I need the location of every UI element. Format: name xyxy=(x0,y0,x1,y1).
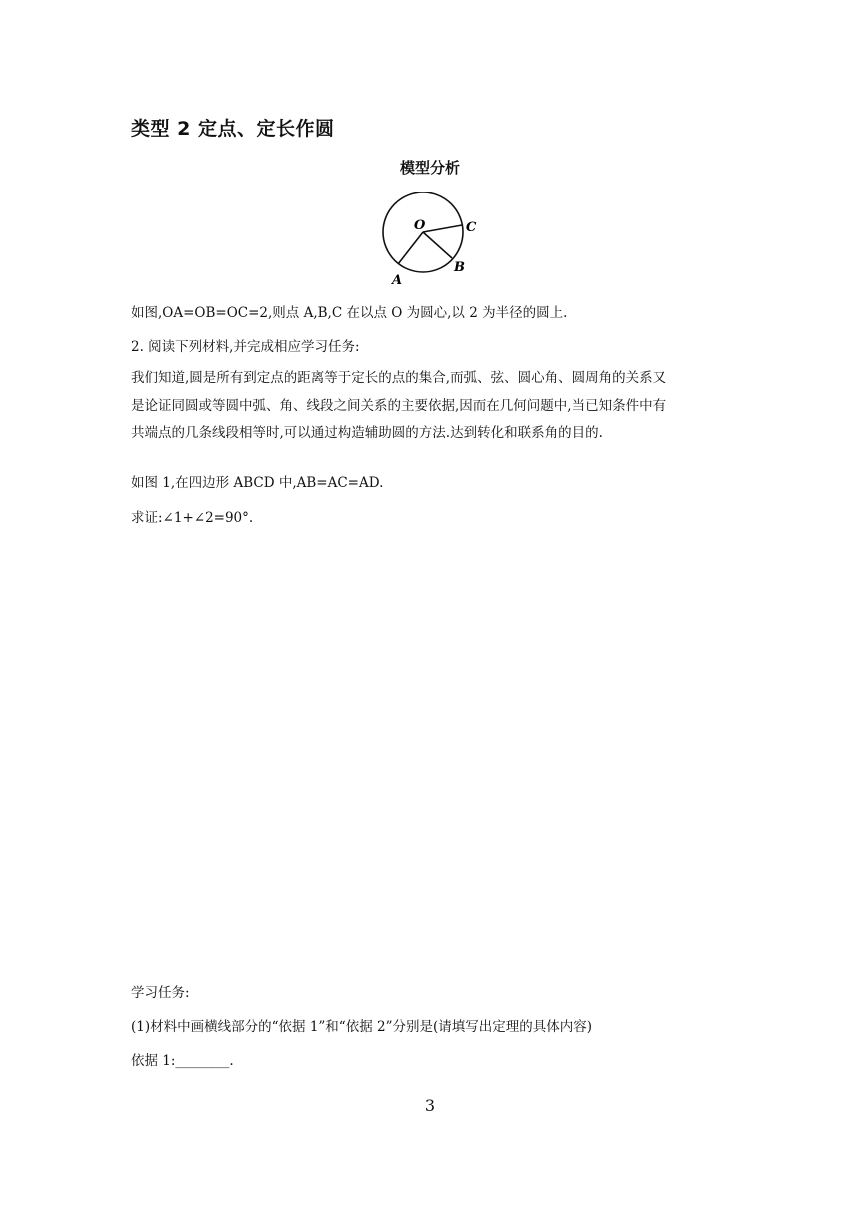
basis-1-blank[interactable]: 依据 1:________. xyxy=(131,1053,234,1069)
material-line: 共端点的几条线段相等时,可以通过构造辅助圆的方法.达到转化和联系角的目的. xyxy=(131,425,603,441)
label-o: O xyxy=(414,218,426,233)
section-heading: 类型 2 定点、定长作圆 xyxy=(131,118,335,140)
material-line: 我们知道,圆是所有到定点的距离等于定长的点的集合,而弧、弦、圆心角、圆周角的关系又 xyxy=(131,370,667,386)
label-c: C xyxy=(466,220,477,235)
task-1: (1)材料中画横线部分的“依据 1”和“依据 2”分别是(请填写出定理的具体内容) xyxy=(131,1019,593,1035)
circle-figure xyxy=(372,192,487,290)
page-number: 3 xyxy=(424,1096,436,1115)
segment-oc xyxy=(423,225,462,232)
material-paragraph xyxy=(131,365,731,448)
question-intro: 2. 阅读下列材料,并完成相应学习任务: xyxy=(131,339,360,355)
material-line: 是论证同圆或等圆中弧、角、线段之间关系的主要依据,因而在几何问题中,当已知条件中有 xyxy=(131,397,667,414)
prove-statement: 求证:∠1+∠2=90°. xyxy=(131,510,254,526)
model-analysis-heading: 模型分析 xyxy=(399,159,460,177)
task-title: 学习任务: xyxy=(131,985,190,1001)
given-statement: 如图 1,在四边形 ABCD 中,AB=AC=AD. xyxy=(131,475,384,491)
model-description: 如图,OA=OB=OC=2,则点 A,B,C 在以点 O 为圆心,以 2 为半径的圆上. xyxy=(131,305,568,321)
label-b: B xyxy=(454,260,465,275)
segment-ob xyxy=(423,232,452,258)
label-a: A xyxy=(392,273,403,288)
segment-oa xyxy=(398,232,423,264)
